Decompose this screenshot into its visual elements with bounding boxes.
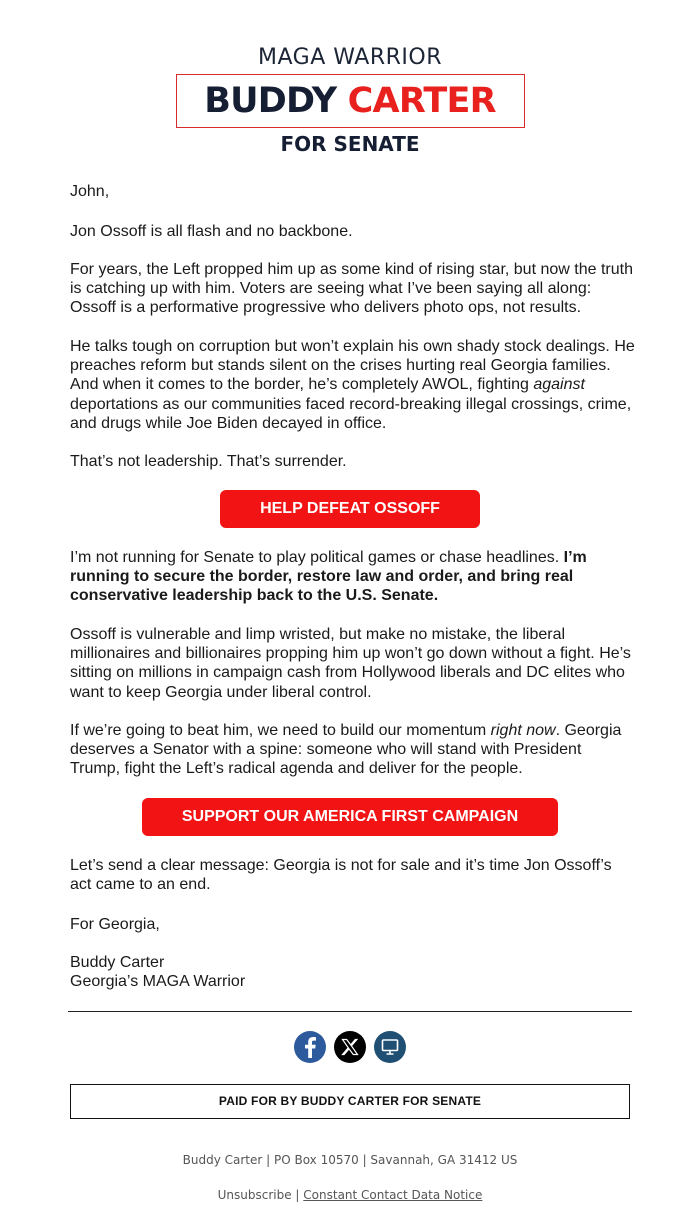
x-icon[interactable] — [334, 1031, 366, 1063]
campaign-logo — [0, 44, 700, 157]
paragraph-6: Ossoff is vulnerable and limp wristed, but make no mistake, the liberal millionaires and billionaires propping him up won’t go down without a fight. He’s sitting on millions in campaign cash from Hollywood liberals and DC elites who want to keep Georgia under liberal control. — [70, 626, 631, 701]
x-glyph — [341, 1038, 359, 1056]
unsubscribe-link[interactable]: Unsubscribe — [217, 1188, 292, 1202]
greeting: John, — [70, 183, 110, 200]
paragraph-5-bold: I’m running to secure the border, restore law and order, and bring real conservative leadership back to the U.S. Senate. — [70, 549, 587, 605]
facebook-icon[interactable] — [294, 1031, 326, 1063]
monitor-glyph — [381, 1038, 399, 1056]
logo-first-name: BUDDY — [204, 81, 337, 121]
footer-divider — [68, 1011, 632, 1012]
sign-off: For Georgia, — [70, 916, 160, 933]
logo-last-name: CARTER — [347, 81, 496, 121]
paragraph-7 — [70, 721, 630, 779]
paragraph-5-text: I’m not running for Senate to play political games or chase headlines. — [70, 549, 564, 566]
paragraph-3-text-a: He talks tough on corruption but won’t explain his own shady stock dealings. He preaches reform but stands silent on the crises hurting real Georgia families. And when it comes to the border, he’s completely AWOL, fighting — [70, 338, 635, 394]
paragraph-5 — [70, 548, 630, 606]
paragraph-7-emphasis: right now — [490, 722, 556, 739]
paid-for-disclaimer: PAID FOR BY BUDDY CARTER FOR SENATE — [70, 1084, 630, 1119]
footer-separator: | — [291, 1188, 304, 1202]
logo-tagline: MAGA WARRIOR — [258, 45, 442, 70]
paragraph-4: That’s not leadership. That’s surrender. — [70, 453, 347, 470]
signature-name: Buddy Carter — [70, 954, 165, 971]
data-notice-link[interactable]: Constant Contact Data Notice — [303, 1188, 483, 1202]
paragraph-3 — [70, 337, 635, 433]
logo-name-box — [176, 74, 525, 128]
help-defeat-ossoff-button[interactable]: HELP DEFEAT OSSOFF — [220, 490, 480, 528]
support-campaign-button[interactable]: SUPPORT OUR AMERICA FIRST CAMPAIGN — [142, 798, 558, 836]
paragraph-7-text-b: . Georgia deserves a Senator with a spine: someone who will stand with President Trump, fight the Left’s radical agenda and deliver for the people. — [70, 722, 622, 778]
paragraph-2: For years, the Left propped him up as some kind of rising star, but now the truth is catching up with him. Voters are seeing what I’ve been saying all along: Ossoff is a performative progressive who delivers photo ops, not results. — [70, 261, 633, 317]
paragraph-1: Jon Ossoff is all flash and no backbone. — [70, 223, 353, 240]
footer-links — [0, 1188, 700, 1202]
logo-subtitle: FOR SENATE — [280, 132, 420, 156]
facebook-glyph — [303, 1036, 317, 1058]
signature-title: Georgia’s MAGA Warrior — [70, 973, 246, 990]
paragraph-3-text-b: deportations as our communities faced record-breaking illegal crossings, crime, and drugs while Joe Biden decayed in office. — [70, 395, 632, 432]
website-icon[interactable] — [374, 1031, 406, 1063]
mailing-address: Buddy Carter | PO Box 10570 | Savannah, GA 31412 US — [182, 1153, 518, 1167]
paragraph-7-text-a: If we’re going to beat him, we need to build our momentum — [70, 722, 491, 739]
paragraph-8: Let’s send a clear message: Georgia is not for sale and it’s time Jon Ossoff’s act came to an end. — [70, 857, 612, 894]
paragraph-3-emphasis: against — [533, 376, 585, 394]
